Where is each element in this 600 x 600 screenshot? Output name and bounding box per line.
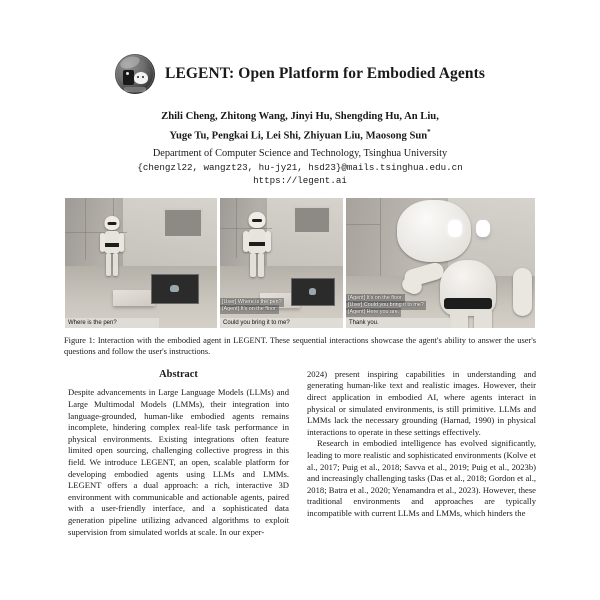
legent-robot-logo-icon: [115, 54, 155, 94]
robot-leg-right: [474, 310, 492, 328]
author-footnote-marker: *: [427, 127, 431, 136]
author-line-1: Zhili Cheng, Zhitong Wang, Jinyi Hu, Shengding Hu, An Liu,: [161, 111, 439, 122]
robot-eye-right: [476, 220, 490, 237]
panel-caption-2: Could you bring it to me?: [220, 318, 343, 328]
robot-arm-left: [100, 233, 105, 252]
abstract-paragraph: Despite advancements in Large Language Models (LLMs) and Large Multimodal Models (LMMs), their integration into language-grounded, human-like embodied agents remains incomplete, hindering complex real-life task performance in physical environments. Existing integrations often feature limited open sourcing, challenging collective progress in this field. We introduce LEGENT, an open, scalable platform for developing embodied agents using LLMs and LMMs. LEGENT offers a dual approach: a rich, interactive 3D environment with communicable and actionable agents, paired with a user-friendly interface, and a sophisticated data generation pipeline utilizing advanced algorithms to exploit supervision from simulated worlds at scale. In our exper-: [68, 387, 289, 537]
wall-picture-frame: [163, 208, 203, 238]
panel-caption-3: Thank you.: [346, 318, 452, 328]
body-columns: [64, 369, 536, 538]
intro-paragraph-2: Research in embodied intelligence has evolved significantly, leading to more realistic and sophisticated environments (Kolve et al., 2017; Puig et al., 2018; Savva et al., 2019; Puig et al., 2023b) and increasingly challenging tasks (Das et al., 2018; Gordon et al., 2018; Batra et al., 2020; Yenamandra et al., 2023). However, these traditional environments and approaches are typically incompatible with current LLMs and LMMs, which hinders the: [307, 438, 536, 518]
wall-picture-frame: [293, 206, 331, 234]
intro-paragraph-1: 2024) present inspiring capabilities in understanding and generating human-like text and realistic images. However, their direct application in embodied AI, where agents interact in physical or simulated environments, is still primitive. LLMs and LMMs lack the necessary grounding (Harnad, 1990) in physical interactions to operate in these settings effectively.: [307, 368, 536, 437]
figure-panel-2: [220, 198, 343, 328]
robot-arm-right: [265, 231, 271, 252]
figure-1: [64, 198, 536, 328]
chat-overlay-line: [Agent] It's on the floor.: [220, 305, 279, 314]
robot-leg-left: [450, 310, 468, 328]
robot-arm-right: [513, 268, 532, 316]
robot-leg-left: [106, 253, 111, 276]
wall-seam: [346, 224, 380, 225]
robot-leg-left: [250, 253, 256, 277]
robot-belt: [444, 298, 492, 309]
email-line: {chengzl22, wangzt23, hu-jy21, hsd23}@mails.tsinghua.edu.cn: [137, 162, 463, 174]
robot-torso: [104, 231, 120, 253]
logo-rim: [116, 55, 154, 93]
title-row: [64, 0, 536, 94]
robot-agent: [99, 216, 125, 278]
tv-screen: [151, 274, 199, 304]
wall-seam: [85, 198, 86, 260]
affiliation: Department of Computer Science and Technology, Tsinghua University: [152, 147, 448, 159]
robot-arm-right: [119, 233, 124, 252]
robot-leg-right: [113, 253, 118, 276]
robot-agent-closeup: [398, 214, 530, 328]
robot-visor: [252, 219, 262, 222]
author-line-2-text: Yuge Tu, Pengkai Li, Lei Shi, Zhiyuan Liu, Maosong Sun: [169, 130, 428, 142]
robot-belt: [249, 242, 266, 246]
chat-overlay-line: [User] Where is the pen?: [220, 298, 284, 307]
robot-agent: [242, 212, 272, 278]
robot-visor: [108, 222, 117, 225]
wall-seam: [380, 198, 381, 276]
abstract-heading: Abstract: [159, 368, 198, 380]
coffee-table: [113, 290, 155, 306]
figure-panel-1: [65, 198, 217, 328]
robot-eye-left: [448, 220, 462, 237]
chat-overlay-line: [Agent] It's on the floor.: [346, 294, 405, 303]
contact-block: [64, 161, 536, 187]
page-title: LEGENT: Open Platform for Embodied Agents: [165, 65, 485, 82]
abstract-body: [64, 387, 293, 538]
left-column: [64, 369, 293, 538]
robot-leg-right: [258, 253, 264, 277]
tv-screen: [291, 278, 335, 306]
chat-overlay-line: [User] Could you bring it to me?: [346, 301, 426, 310]
robot-belt: [105, 243, 120, 247]
project-url[interactable]: https://legent.ai: [253, 175, 347, 187]
robot-arm-left: [243, 231, 249, 252]
chat-overlay-line: [Agent] Here you are.: [346, 308, 401, 317]
figure-caption: Figure 1: Interaction with the embodied agent in LEGENT. These sequential interactions showcase the agent's ability to answer the user's questions and follow the user's instructions.: [64, 336, 536, 357]
scene-1: [65, 198, 217, 328]
panel-caption-1: Where is the pen?: [65, 318, 159, 328]
author-list: [64, 110, 536, 144]
figure-panel-3: [346, 198, 535, 328]
author-line-2: [64, 125, 536, 144]
right-column: [307, 369, 536, 538]
robot-torso: [248, 229, 266, 253]
